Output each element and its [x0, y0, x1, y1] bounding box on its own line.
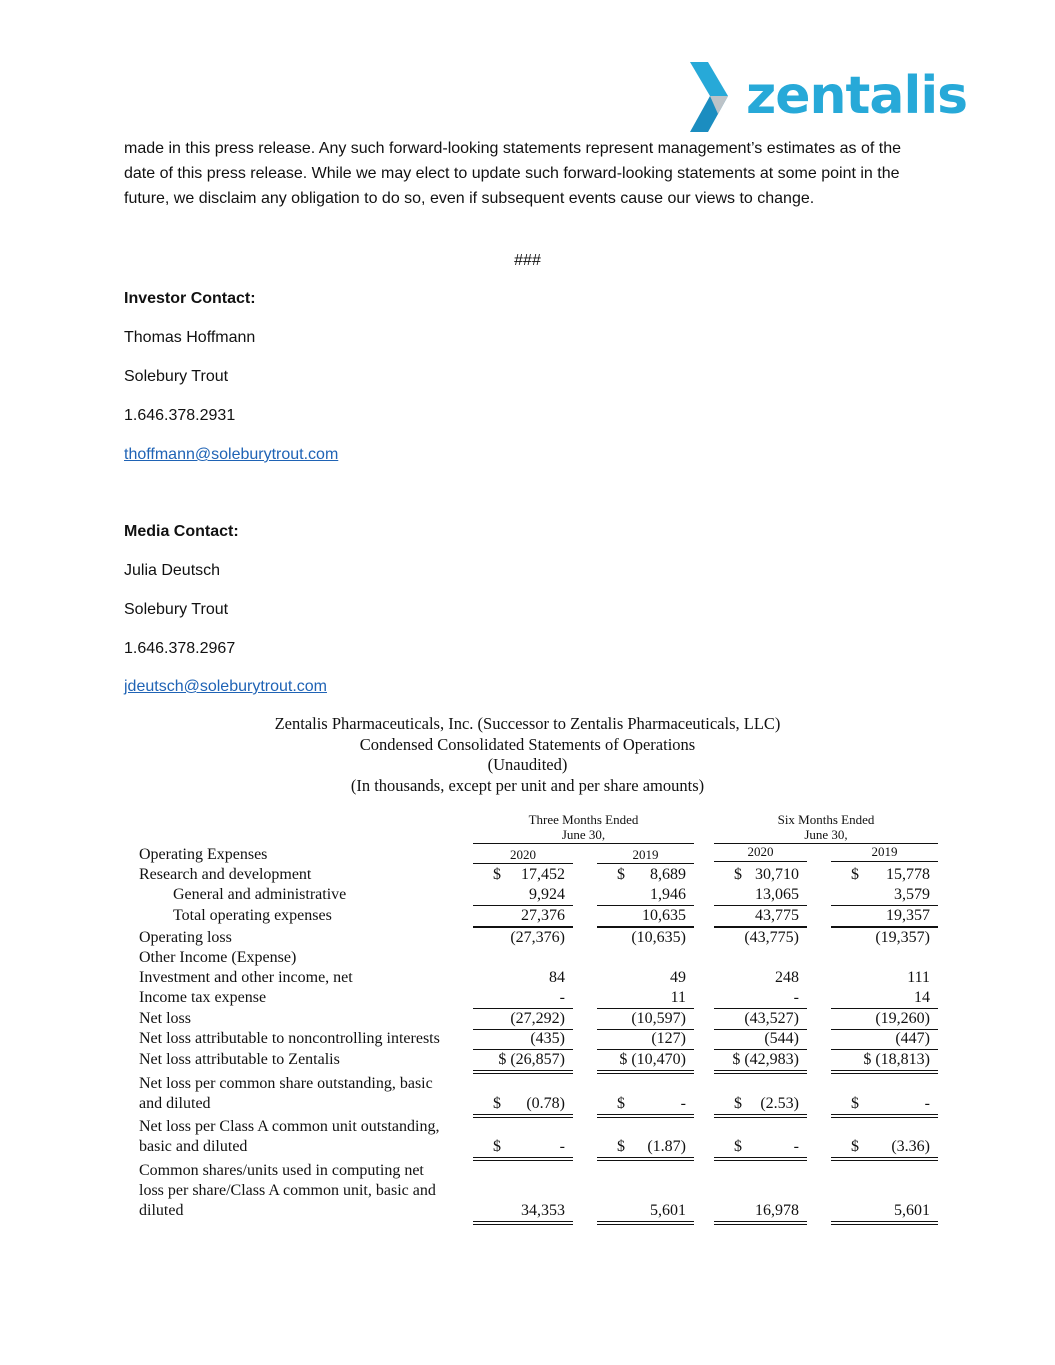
value-cell: (19,357)	[875, 929, 930, 946]
year-header-rule	[831, 861, 938, 862]
value-cell: 30,710	[755, 866, 799, 883]
value-cell: 9,924	[529, 886, 565, 903]
row-label: Net loss attributable to Zentalis	[139, 1051, 340, 1068]
value-cell: 3,579	[894, 886, 930, 903]
cell-double-rule	[473, 1221, 573, 1225]
value-cell: (10,597)	[631, 1010, 686, 1027]
value-cell: (27,376)	[510, 929, 565, 946]
currency-symbol: $	[617, 1138, 625, 1155]
value-cell: 34,353	[521, 1202, 565, 1219]
value-cell: $ (26,857)	[498, 1051, 565, 1068]
value-cell: (27,292)	[510, 1010, 565, 1027]
column-group-header: June 30,	[561, 827, 606, 842]
value-cell: 11	[670, 989, 686, 1006]
value-cell: -	[793, 1138, 799, 1155]
value-cell: 19,357	[886, 907, 930, 924]
year-header: 2019	[632, 847, 659, 862]
zentalis-logo-icon	[688, 60, 734, 136]
row-label: Net loss attributable to noncontrolling interests	[139, 1030, 440, 1047]
currency-symbol: $	[493, 1095, 501, 1112]
cell-double-rule	[831, 1114, 938, 1118]
row-label: Net loss per Class A common unit outstanding,	[139, 1118, 440, 1135]
media-contact-email-link[interactable]: jdeutsch@soleburytrout.com	[124, 678, 327, 695]
media-contact-phone: 1.646.378.2967	[124, 640, 236, 657]
investor-contact-company: Solebury Trout	[124, 368, 229, 385]
cell-double-rule	[597, 1221, 694, 1225]
value-cell: (127)	[651, 1030, 686, 1047]
section-label-operating-expenses: Operating Expenses	[139, 846, 268, 863]
value-cell: 13,065	[755, 886, 799, 903]
investor-contact-name: Thomas Hoffmann	[124, 329, 256, 346]
cell-double-rule	[831, 1221, 938, 1225]
media-contact-name: Julia Deutsch	[124, 562, 221, 579]
currency-symbol: $	[851, 1095, 859, 1112]
year-header: 2020	[510, 847, 536, 862]
value-cell: 248	[775, 969, 799, 986]
value-cell: 5,601	[650, 1202, 686, 1219]
section-label-other-income: Other Income (Expense)	[139, 949, 297, 966]
value-cell: 10,635	[642, 907, 686, 924]
value-cell: 27,376	[521, 907, 565, 924]
currency-symbol: $	[734, 1138, 742, 1155]
currency-symbol: $	[493, 1138, 501, 1155]
value-cell: 5,601	[894, 1202, 930, 1219]
media-contact-heading: Media Contact:	[124, 523, 239, 540]
currency-symbol: $	[493, 866, 501, 883]
year-header: 2020	[747, 844, 774, 859]
value-cell: 1,946	[650, 886, 686, 903]
column-group-header: June 30,	[804, 827, 848, 842]
value-cell: $ (42,983)	[732, 1051, 799, 1068]
investor-contact-heading: Investor Contact:	[124, 290, 256, 307]
value-cell: (43,775)	[744, 929, 799, 946]
year-header: 2019	[871, 844, 898, 859]
media-contact-company: Solebury Trout	[124, 601, 229, 618]
investor-contact-phone: 1.646.378.2931	[124, 407, 236, 424]
statement-title-line: (In thousands, except per unit and per share amounts)	[350, 776, 705, 795]
value-cell: (43,527)	[744, 1010, 799, 1027]
investor-contact-email-link[interactable]: thoffmann@soleburytrout.com	[124, 446, 339, 463]
cell-double-rule	[714, 1114, 807, 1118]
logo-wordmark: zentalis	[746, 66, 968, 126]
value-cell: -	[680, 1095, 686, 1112]
currency-symbol: $	[617, 866, 625, 883]
cell-double-rule	[473, 1114, 573, 1118]
statement-title-line: Zentalis Pharmaceuticals, Inc. (Successor to Zentalis Pharmaceuticals, LLC)	[274, 714, 781, 733]
row-label: diluted	[139, 1202, 184, 1219]
value-cell: (544)	[764, 1030, 799, 1047]
currency-symbol: $	[851, 1138, 859, 1155]
row-label: basic and diluted	[139, 1138, 248, 1155]
row-label: Research and development	[139, 866, 312, 883]
cell-double-rule	[714, 1157, 807, 1161]
value-cell: 8,689	[650, 866, 686, 883]
row-label: Net loss per common share outstanding, basic	[139, 1075, 433, 1092]
value-cell: (2.53)	[760, 1095, 799, 1112]
row-label: Investment and other income, net	[139, 969, 353, 986]
statement-title-line: (Unaudited)	[487, 755, 568, 774]
cell-double-rule	[597, 1070, 694, 1074]
cell-double-rule	[597, 1157, 694, 1161]
cell-double-rule	[831, 1070, 938, 1074]
value-cell: 43,775	[755, 907, 799, 924]
year-header-rule	[714, 861, 807, 862]
value-cell: -	[559, 1138, 565, 1155]
row-label: Net loss	[139, 1010, 191, 1027]
year-header-rule	[597, 863, 694, 864]
value-cell: (447)	[895, 1030, 930, 1047]
value-cell: 17,452	[521, 866, 565, 883]
value-cell: (3.36)	[891, 1138, 930, 1155]
value-cell: (19,260)	[875, 1010, 930, 1027]
value-cell: $ (18,813)	[863, 1051, 930, 1068]
row-label: and diluted	[139, 1095, 211, 1112]
row-label: Common shares/units used in computing net	[139, 1162, 424, 1179]
column-group-header: Six Months Ended	[777, 812, 875, 827]
row-label: General and administrative	[173, 886, 347, 903]
value-cell: (1.87)	[647, 1138, 686, 1155]
value-cell: (0.78)	[526, 1095, 565, 1112]
value-cell: 49	[670, 969, 686, 986]
cell-double-rule	[714, 1070, 807, 1074]
value-cell: 15,778	[886, 866, 930, 883]
row-label: Income tax expense	[139, 989, 267, 1006]
currency-symbol: $	[734, 1095, 742, 1112]
statement-title-line: Condensed Consolidated Statements of Operations	[359, 735, 696, 754]
value-cell: (435)	[530, 1030, 565, 1047]
cell-double-rule	[473, 1070, 573, 1074]
header-rule	[473, 843, 694, 844]
year-header-rule	[473, 863, 573, 864]
cell-double-rule	[831, 1157, 938, 1161]
currency-symbol: $	[617, 1095, 625, 1112]
zentalis-logo	[688, 60, 968, 136]
value-cell: -	[559, 989, 565, 1006]
value-cell: 111	[907, 969, 930, 986]
value-cell: $ (10,470)	[619, 1051, 686, 1068]
value-cell: -	[924, 1095, 930, 1112]
column-group-header: Three Months Ended	[528, 812, 639, 827]
row-label: Operating loss	[139, 929, 232, 946]
row-label: Total operating expenses	[173, 907, 332, 924]
value-cell: (10,635)	[631, 929, 686, 946]
currency-symbol: $	[734, 866, 742, 883]
currency-symbol: $	[851, 866, 859, 883]
cell-double-rule	[714, 1221, 807, 1225]
section-separator: ###	[514, 252, 541, 269]
cell-double-rule	[473, 1157, 573, 1161]
value-cell: 14	[914, 989, 930, 1006]
value-cell: 16,978	[755, 1202, 799, 1219]
value-cell: 84	[549, 969, 565, 986]
row-label: loss per share/Class A common unit, basic and	[139, 1182, 436, 1199]
intro-paragraph: made in this press release. Any such forward-looking statements represent management’s estimates as of the date of this press release. While we may elect to update such forward-looking statements at some point in the future, we disclaim any obligation to do so, even if subsequent events cause our views to change.	[124, 140, 901, 207]
cell-double-rule	[597, 1114, 694, 1118]
value-cell: -	[793, 989, 799, 1006]
